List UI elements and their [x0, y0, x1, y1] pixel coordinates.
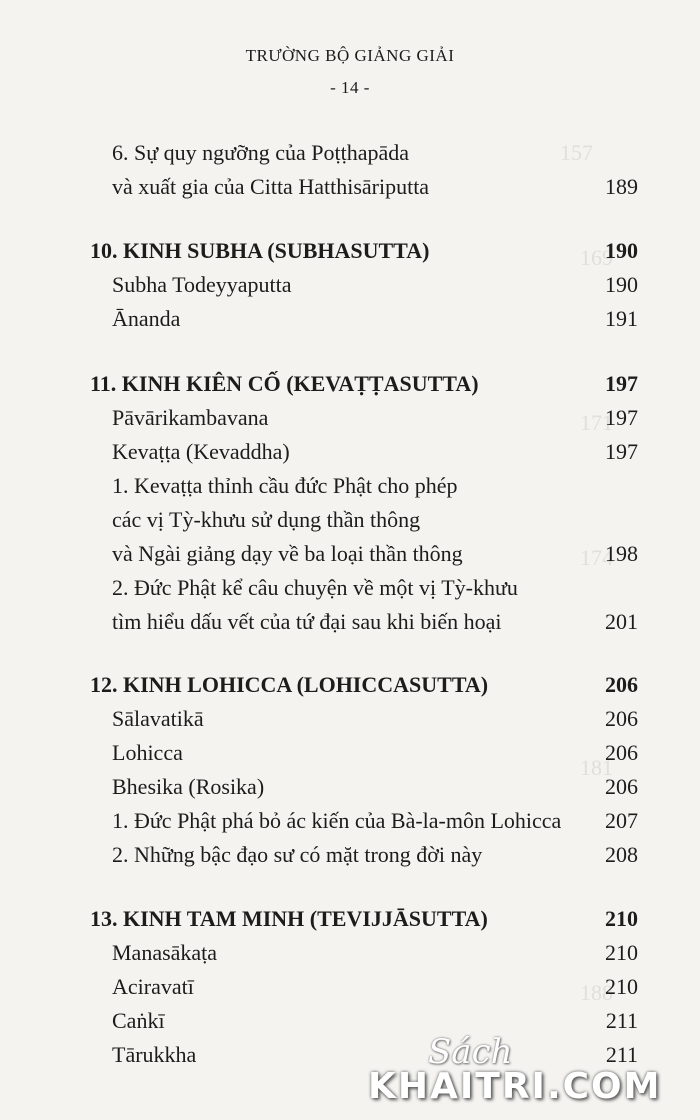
toc-entry-text: tìm hiểu dấu vết của tứ đại sau khi biến hoại [112, 609, 502, 634]
toc-entry-text: Subha Todeyyaputta [112, 272, 292, 297]
watermark-script-text: Sách [428, 1032, 513, 1072]
watermark-logo [368, 1032, 688, 1114]
bleed-through-decoration: 174 [580, 545, 613, 570]
bleed-through-decoration: 188 [580, 980, 613, 1005]
bleed-through-decoration: 169 [580, 245, 613, 270]
toc-entry-text: các vị Tỳ-khưu sử dụng thần thông [112, 507, 421, 532]
toc-entry-text: 13. KINH TAM MINH (TEVIJJĀSUTTA) [90, 906, 488, 931]
toc-entry [90, 469, 638, 503]
bleed-through-decoration: 157 [560, 140, 593, 165]
toc-entry-text: 11. KINH KIÊN CỐ (KEVAṬṬASUTTA) [90, 371, 479, 396]
toc-entry-page: 206 [605, 774, 638, 799]
toc-chapter-heading [90, 902, 638, 936]
toc-entry-page: 197 [605, 371, 638, 396]
bleed-through-decoration: 181 [580, 755, 613, 780]
toc-entry-page: 198 [605, 541, 638, 566]
toc-entry-text: 2. Đức Phật kể câu chuyện về một vị Tỳ-khưu [112, 575, 518, 600]
toc-chapter-heading [90, 234, 638, 268]
toc-entry-page: 210 [605, 974, 638, 999]
toc-entry [90, 838, 638, 872]
toc-entry-page: 197 [605, 405, 638, 430]
toc-entry-text: 2. Những bậc đạo sư có mặt trong đời này [112, 842, 483, 867]
toc-entry [90, 401, 638, 435]
toc-entry-page: 208 [605, 842, 638, 867]
toc-entry [90, 503, 638, 537]
bleed-through-decoration: 171 [580, 410, 613, 435]
page-number: - 14 - [330, 78, 370, 97]
toc-entry-page: 189 [605, 174, 638, 199]
toc-entry-page: 210 [605, 906, 638, 931]
toc-entry-text: Lohicca [112, 740, 183, 765]
toc-entry [90, 136, 638, 170]
toc-entry [90, 970, 638, 1004]
toc-entry [90, 302, 638, 336]
toc-entry-text: 12. KINH LOHICCA (LOHICCASUTTA) [90, 672, 489, 697]
running-header-title: TRƯỜNG BỘ GIẢNG GIẢI [245, 46, 455, 65]
toc-entry-text: Aciravatī [112, 974, 194, 999]
toc-entry-text: Pāvārikambavana [112, 405, 269, 430]
toc-entry-text: Caṅkī [112, 1008, 165, 1033]
toc-chapter-heading [90, 367, 638, 401]
watermark-site-text: KHAITRI.COM [368, 1066, 662, 1107]
toc-entry-page: 206 [605, 672, 638, 697]
toc-entry [90, 605, 638, 639]
toc-entry-text: 6. Sự quy ngưỡng của Poṭṭhapāda [112, 140, 409, 165]
toc-chapter-heading [90, 668, 638, 702]
toc-entry [90, 804, 638, 838]
toc-entry-page: 197 [605, 439, 638, 464]
toc-entry-text: Tārukkha [112, 1042, 197, 1067]
toc-entry-page: 207 [605, 808, 638, 833]
toc-entry-page: 210 [605, 940, 638, 965]
toc-entry [90, 702, 638, 736]
toc-entry-text: 1. Kevaṭṭa thỉnh cầu đức Phật cho phép [112, 473, 458, 498]
toc-entry [90, 435, 638, 469]
toc-entry [90, 936, 638, 970]
toc-entry [90, 268, 638, 302]
toc-entry-text: Bhesika (Rosika) [112, 774, 265, 799]
toc-entry-text: 1. Đức Phật phá bỏ ác kiến của Bà-la-môn Lohicca [112, 808, 562, 833]
toc-entry-page: 190 [605, 238, 638, 263]
toc-entry [90, 170, 638, 204]
toc-entry-text: Manasākaṭa [112, 940, 218, 965]
toc-entry [90, 736, 638, 770]
toc-entry-text: và xuất gia của Citta Hatthisāriputta [112, 174, 430, 199]
toc-entry-text: 10. KINH SUBHA (SUBHASUTTA) [90, 238, 430, 263]
toc-entry [90, 571, 638, 605]
toc-entry-text: Sālavatikā [112, 706, 204, 731]
toc-entry-page: 191 [605, 306, 638, 331]
toc-entry-page: 211 [605, 1008, 638, 1033]
toc-entry-page: 201 [605, 609, 638, 634]
toc-entry [90, 537, 638, 571]
toc-entry-page: 206 [605, 706, 638, 731]
toc-entry-text: Kevaṭṭa (Kevaddha) [112, 439, 290, 464]
toc-entry-page: 206 [605, 740, 638, 765]
toc-entry-text: và Ngài giảng dạy về ba loại thần thông [112, 541, 463, 566]
toc-entry-text: Ānanda [112, 306, 181, 331]
toc-entry [90, 770, 638, 804]
toc-entry-page: 190 [605, 272, 638, 297]
toc-entry-page: 211 [605, 1042, 638, 1067]
